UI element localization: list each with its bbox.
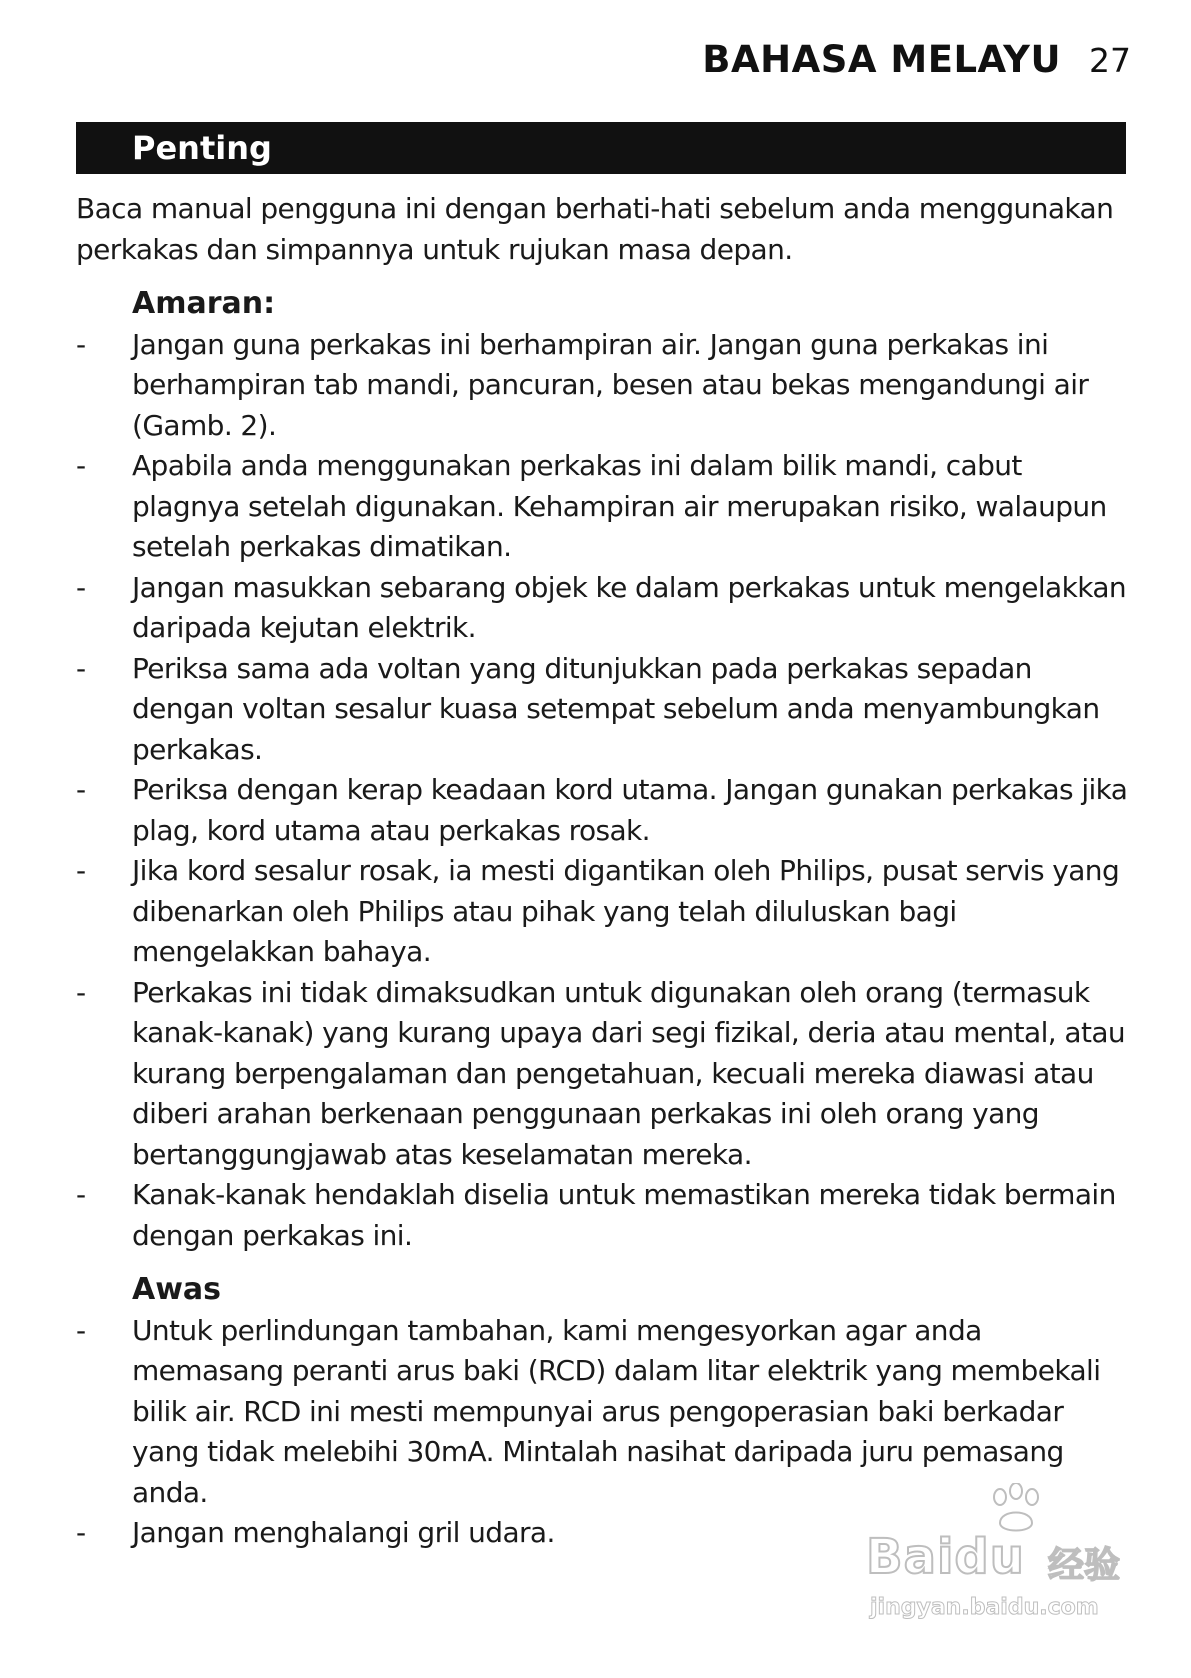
- warning-item: - Periksa dengan kerap keadaan kord utama. Jangan gunakan perkakas jika plag, kord utama atau perkakas rosak.: [76, 770, 1136, 851]
- baidu-watermark: [866, 1483, 1136, 1633]
- warning-item: - Perkakas ini tidak dimaksudkan untuk digunakan oleh orang (termasuk kanak-kanak) yang kurang upaya dari segi fizikal, deria atau mental, atau kurang berpengalaman dan pengetahuan, kecuali mereka diawasi atau diberi arahan berkenaan penggunaan perkakas ini oleh orang yang bertanggungjawab atas keselamatan mereka.: [76, 973, 1136, 1176]
- warning-item: - Kanak-kanak hendaklah diselia untuk memastikan mereka tidak bermain dengan perkakas ini.: [76, 1175, 1136, 1256]
- warnings-heading: Amaran:: [132, 286, 276, 321]
- language-title: BAHASA MELAYU: [702, 38, 1061, 81]
- warnings-list: [76, 325, 1136, 1257]
- warning-item: - Jangan guna perkakas ini berhampiran air. Jangan guna perkakas ini berhampiran tab mandi, pancuran, besen atau bekas mengandungi air (Gamb. 2).: [76, 325, 1136, 447]
- watermark-url: jingyan.baidu.com: [870, 1595, 1099, 1620]
- cautions-heading: Awas: [132, 1272, 222, 1307]
- watermark-logo: Baidu: [866, 1529, 1025, 1585]
- page-header: [702, 38, 1131, 81]
- document-body: [76, 189, 1136, 1568]
- warning-item: - Apabila anda menggunakan perkakas ini dalam bilik mandi, cabut plagnya setelah digunakan. Kehampiran air merupakan risiko, walaupun setelah perkakas dimatikan.: [76, 446, 1136, 568]
- paw-icon: [986, 1483, 1046, 1535]
- warning-item: - Periksa sama ada voltan yang ditunjukkan pada perkakas sepadan dengan voltan sesalur kuasa setempat sebelum anda menyambungkan perkakas.: [76, 649, 1136, 771]
- page-number: 27: [1089, 41, 1131, 80]
- caution-item: - Untuk perlindungan tambahan, kami mengesyorkan agar anda memasang peranti arus baki (RCD) dalam litar elektrik yang membekali bilik air. RCD ini mesti mempunyai arus pengoperasian baki berkadar yang tidak melebihi 30mA. Mintalah nasihat daripada juru pemasang anda.: [76, 1311, 1136, 1514]
- warning-item: - Jika kord sesalur rosak, ia mesti digantikan oleh Philips, pusat servis yang dibenarkan oleh Philips atau pihak yang telah diluluskan bagi mengelakkan bahaya.: [76, 851, 1136, 973]
- section-title-bar: [76, 122, 1126, 174]
- warning-item: - Jangan masukkan sebarang objek ke dalam perkakas untuk mengelakkan daripada kejutan elektrik.: [76, 568, 1136, 649]
- watermark-sub: 经验: [1048, 1545, 1121, 1586]
- caution-item: - Jangan menghalangi gril udara.: [76, 1513, 1136, 1554]
- intro-paragraph: Baca manual pengguna ini dengan berhati-hati sebelum anda menggunakan perkakas dan simpannya untuk rujukan masa depan.: [76, 192, 1114, 266]
- section-title: Penting: [132, 129, 272, 167]
